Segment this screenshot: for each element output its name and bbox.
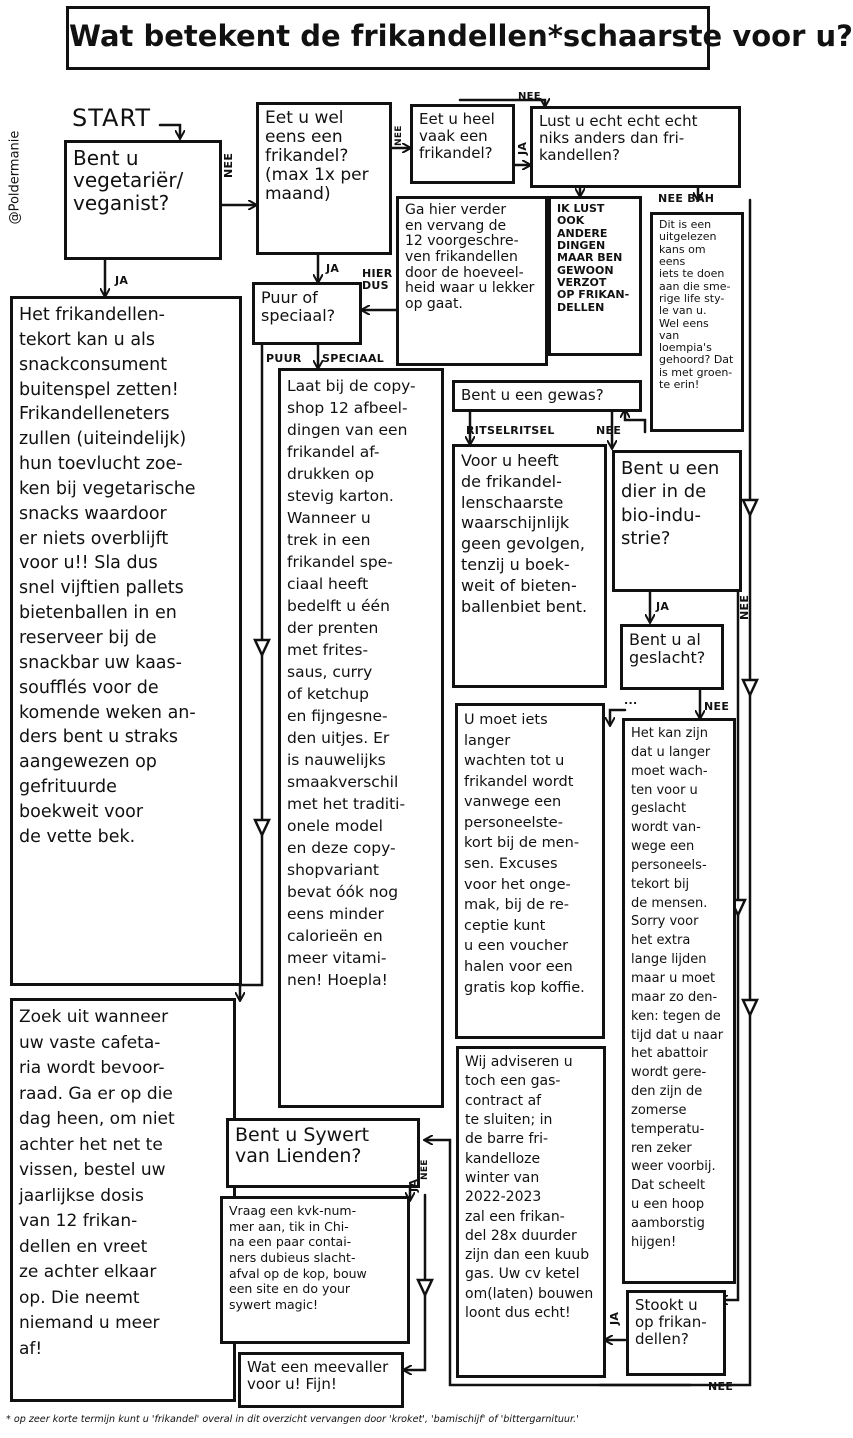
label-hier-dus: HIER DUS	[362, 267, 393, 293]
footnote: * op zeer korte termijn kunt u 'frikandel' overal in dit overzicht vervangen door 'kroket', 'bamischijf' of 'bittergarnituur.'	[6, 1414, 579, 1425]
gas-contract-box: Wij adviseren u toch een gas- contract af te sluiten; in de barre fri- kandelloze winter van 2022-2023 zal een frikan- del 28x duurder zijn dan een kuub gas. Uw cv ketel om(laten) bouwen loont dus echt!	[456, 1046, 606, 1378]
start-label: START	[72, 104, 152, 132]
label-nee-stookt: NEE	[708, 1380, 734, 1393]
question-vegetarian: Bent u vegetariër/ veganist?	[64, 140, 222, 260]
label-ritselritsel: RITSELRITSEL	[466, 424, 555, 437]
label-ja-sywert: JA	[407, 1178, 420, 1192]
label-puur: PUUR	[266, 352, 302, 365]
question-slaughtered: Bent u al geslacht?	[620, 624, 724, 690]
label-nee-geslacht: NEE	[704, 700, 730, 713]
label-nee-sywert: NEE	[420, 1159, 430, 1180]
label-speciaal: SPECIAAL	[322, 352, 385, 365]
label-nee-gewas: NEE	[596, 424, 622, 437]
label-ja-vaak: JA	[516, 141, 529, 155]
label-ja-eet: JA	[326, 262, 340, 275]
wait-longer-box: U moet iets langer wachten tot u frikandel wordt vanwege een personeelste- kort bij de men- sen. Excuses voor het onge- mak, bij de re- ceptie kunt u een voucher halen voor een gratis kop koffie.	[455, 703, 605, 1039]
label-nee-dier: NEE	[738, 594, 751, 620]
flow-triangle-3	[743, 500, 757, 515]
spring-roll-box: Dit is een uitgelezen kans om eens iets te doen aan die sme- rige life sty- le van u. Wel eens van loempia's gehoord? Dat is met groen- te erin!	[650, 212, 744, 432]
question-bio-industry: Bent u een dier in de bio-indu- strie?	[612, 450, 742, 592]
label-ja-stookt: JA	[608, 1311, 621, 1325]
copyshop-box: Laat bij de copy- shop 12 afbeel- dingen van een frikandel af- drukken op stevig karton. Wanneer u trek in een frikandel spe- ciaal heeft bedelft u één der prenten met frites- saus, curry of ketchup en fijngesne- den uitjes. Er is nauwelijks smaakverschil met het traditi- onele model en deze copy- shopvariant bevat óók nog eens minder calorieën en meer vitami- nen! Hoepla!	[278, 368, 444, 1108]
label-nee-eet: NEE	[394, 125, 404, 146]
question-crop: Bent u een gewas?	[452, 380, 642, 412]
arrow-puur	[240, 345, 262, 1000]
shortage-box: Het frikandellen- tekort kan u als snackconsument buitenspel zetten! Frikandelleneters zullen (uiteindelijk) hun toevlucht zoe- ken bij vegetarische snacks waardoor er niets overblijft voor u!! Sla dus snel vijftien pallets bietenballen in en reserveer bij de snackbar uw kaas- soufflés voor de komende weken an- ders bent u straks aangewezen op gefrituurde boekweit voor de vette bek.	[10, 296, 242, 986]
windfall-box: Wat een meevaller voor u! Fijn!	[238, 1352, 404, 1408]
flow-triangle-1	[255, 640, 269, 655]
question-nothing-else: Lust u echt echt echt niks anders dan fri- kandellen?	[530, 106, 741, 188]
replace-count-box: Ga hier verder en vervang de 12 voorgeschre- ven frikandellen door de hoeveel- heid waar u lekker op gaat.	[396, 196, 548, 366]
label-nee-vaak: NEE	[518, 91, 541, 102]
question-eat-often: Eet u heel vaak een frikandel?	[410, 104, 515, 184]
label-nee-bah: NEE BAH	[658, 192, 715, 205]
flow-triangle-6	[743, 1000, 757, 1015]
label-nee-vega: NEE	[222, 152, 235, 178]
question-eat-frikandel: Eet u wel eens een frikandel? (max 1x per maand)	[256, 102, 392, 255]
author-handle: @Poldermanie	[7, 130, 23, 225]
flow-triangle-7	[418, 1280, 432, 1295]
love-other-things-box: IK LUST OOK ANDERE DINGEN MAAR BEN GEWOON VERZOT OP FRIKAN- DELLEN	[548, 196, 642, 356]
crop-answer-box: Voor u heeft de frikandel- lenschaarste waarschijnlijk geen gevolgen, tenzij u boek- weit of bieten- ballenbiet bent.	[452, 444, 607, 688]
kvk-box: Vraag een kvk-num- mer aan, tik in Chi- na een paar contai- ners dubieus slacht- afval op de kop, bouw een site en do your sywert magic!	[220, 1196, 410, 1344]
flow-triangle-2	[255, 820, 269, 835]
cafeteria-box: Zoek uit wanneer uw vaste cafeta- ria wordt bevoor- raad. Ga er op die dag heen, om niet achter het net te vissen, bestel uw jaarlijkse dosis van 12 frikan- dellen en vreet ze achter elkaar op. Die neemt niemand u meer af!	[10, 998, 236, 1402]
arrow-loempia-gewas	[625, 410, 645, 432]
label-dots-geslacht: ...	[624, 694, 638, 707]
label-ja-dier: JA	[656, 600, 670, 613]
abattoir-box: Het kan zijn dat u langer moet wach- ten voor u geslacht wordt van- wege een personeels- tekort bij de mensen. Sorry voor het extra lange lijden maar u moet maar zo den- ken: tegen de tijd dat u naar het abattoir wordt gere- den zijn de zomerse temperatu- ren zeker weer voorbij. Dat scheelt u een hoop aamborstig hijgen!	[622, 718, 736, 1284]
flow-triangle-4	[743, 680, 757, 695]
question-sywert: Bent u Sywert van Lienden?	[226, 1118, 420, 1188]
label-ja-vega: JA	[115, 274, 129, 287]
question-heat-with-frikandel: Stookt u op frikan- dellen?	[626, 1290, 726, 1376]
arrow-start	[160, 125, 180, 138]
question-pure-special: Puur of speciaal?	[252, 282, 362, 345]
page-title: Wat betekent de frikandellen*schaarste voor u?	[66, 6, 710, 70]
